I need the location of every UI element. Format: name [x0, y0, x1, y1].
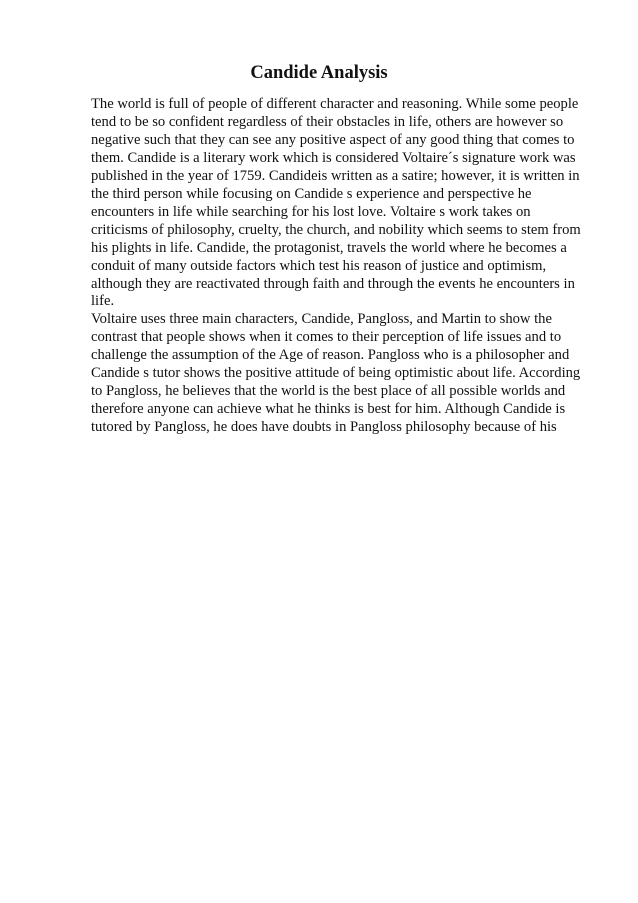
- text-line: them. Candide is a literary work which is considered Voltaire´s signature work was: [91, 149, 576, 166]
- document-body: [91, 96, 591, 437]
- text-line: negative such that they can see any positive aspect of any good thing that comes to: [91, 131, 575, 148]
- text-line: tend to be so confident regardless of their obstacles in life, others are however so: [91, 113, 564, 130]
- text-line: his plights in life. Candide, the protagonist, travels the world where he becomes a: [91, 239, 567, 256]
- text-line: criticisms of philosophy, cruelty, the church, and nobility which seems to stem from: [91, 221, 581, 238]
- text-line: The world is full of people of different character and reasoning. While some people: [91, 96, 579, 112]
- text-line: conduit of many outside factors which test his reason of justice and optimism,: [91, 257, 547, 274]
- text-line: contrast that people shows when it comes to their perception of life issues and to: [91, 329, 562, 346]
- text-line: although they are reactivated through faith and through the events he encounters in: [91, 275, 575, 292]
- text-line: life.: [91, 293, 115, 310]
- text-line: to Pangloss, he believes that the world is the best place of all possible worlds and: [91, 383, 566, 400]
- text-line: therefore anyone can achieve what he thinks is best for him. Although Candide is: [91, 401, 566, 418]
- document-title: Candide Analysis: [250, 63, 388, 83]
- text-line: Candide s tutor shows the positive attitude of being optimistic about life. According: [91, 365, 581, 382]
- text-line: challenge the assumption of the Age of reason. Pangloss who is a philosopher and: [91, 347, 570, 364]
- text-line: encounters in life while searching for his lost love. Voltaire s work takes on: [91, 203, 531, 220]
- text-line: Voltaire uses three main characters, Candide, Pangloss, and Martin to show the: [91, 311, 552, 328]
- text-line: the third person while focusing on Candide s experience and perspective he: [91, 185, 532, 202]
- text-line: tutored by Pangloss, he does have doubts in Pangloss philosophy because of his: [91, 419, 557, 436]
- text-line: published in the year of 1759. Candideis written as a satire; however, it is written in: [91, 167, 580, 184]
